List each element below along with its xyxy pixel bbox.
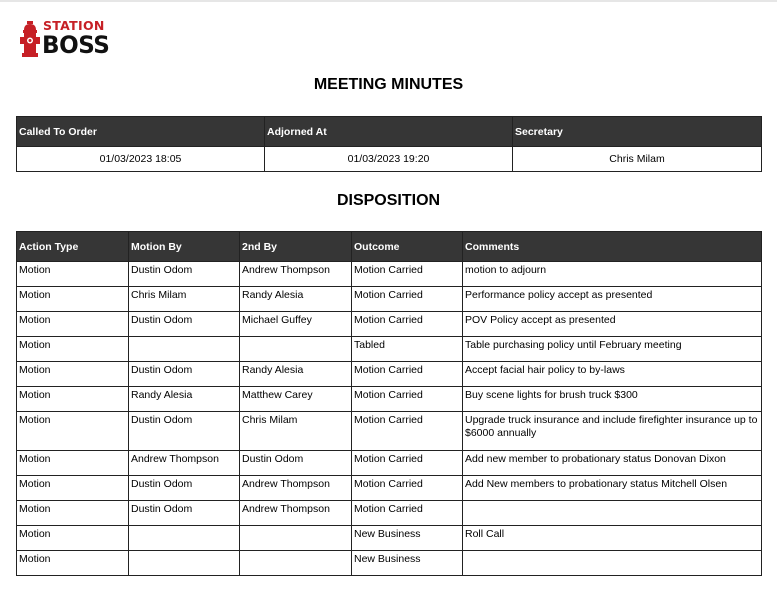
cell-comments [463,551,762,576]
cell-second-by: Matthew Carey [240,387,352,412]
cell-outcome: Motion Carried [352,451,463,476]
cell-second-by: Andrew Thompson [240,501,352,526]
header-adjourned-at: Adjorned At [265,117,513,147]
table-row [17,412,762,451]
logo-line-boss: BOSS [42,31,110,59]
cell-comments: motion to adjourn [463,262,762,287]
cell-motion-by [129,526,240,551]
header-comments: Comments [463,232,762,262]
value-adjourned-at: 01/03/2023 19:20 [265,147,513,172]
header-action-type: Action Type [17,232,129,262]
header-secretary: Secretary [513,117,762,147]
cell-comments: Performance policy accept as presented [463,287,762,312]
cell-outcome: Motion Carried [352,412,463,451]
cell-action-type: Motion [17,337,129,362]
cell-action-type: Motion [17,551,129,576]
summary-value-row [17,147,762,172]
value-secretary: Chris Milam [513,147,762,172]
cell-second-by: Randy Alesia [240,287,352,312]
header-second-by: 2nd By [240,232,352,262]
cell-motion-by: Andrew Thompson [129,451,240,476]
table-row [17,387,762,412]
cell-action-type: Motion [17,412,129,451]
cell-outcome: Motion Carried [352,501,463,526]
table-row [17,501,762,526]
cell-action-type: Motion [17,262,129,287]
cell-comments: Buy scene lights for brush truck $300 [463,387,762,412]
meeting-minutes-title: MEETING MINUTES [313,76,464,93]
value-called-to-order: 01/03/2023 18:05 [17,147,265,172]
cell-action-type: Motion [17,501,129,526]
cell-action-type: Motion [17,312,129,337]
cell-comments: Add new member to probationary status Donovan Dixon [463,451,762,476]
cell-second-by: Michael Guffey [240,312,352,337]
cell-second-by: Randy Alesia [240,362,352,387]
cell-second-by: Chris Milam [240,412,352,451]
cell-motion-by [129,551,240,576]
header-motion-by: Motion By [129,232,240,262]
cell-action-type: Motion [17,451,129,476]
cell-outcome: Motion Carried [352,387,463,412]
cell-outcome: New Business [352,551,463,576]
cell-comments: Upgrade truck insurance and include firefighter insurance up to $6000 annually [463,412,762,451]
cell-outcome: Tabled [352,337,463,362]
cell-motion-by: Dustin Odom [129,262,240,287]
disposition-table [16,231,762,576]
cell-outcome: Motion Carried [352,262,463,287]
cell-motion-by: Randy Alesia [129,387,240,412]
meeting-summary-table [16,116,762,172]
disposition-title: DISPOSITION [336,192,441,209]
cell-motion-by: Dustin Odom [129,476,240,501]
cell-second-by [240,337,352,362]
cell-motion-by [129,337,240,362]
cell-action-type: Motion [17,287,129,312]
cell-motion-by: Dustin Odom [129,312,240,337]
header-called-to-order: Called To Order [17,117,265,147]
cell-second-by [240,526,352,551]
table-row [17,476,762,501]
logo-line-station: STATION [43,18,105,33]
cell-second-by: Andrew Thompson [240,262,352,287]
cell-motion-by: Dustin Odom [129,412,240,451]
table-row [17,526,762,551]
cell-comments: Roll Call [463,526,762,551]
cell-action-type: Motion [17,387,129,412]
cell-comments: Add New members to probationary status Mitchell Olsen [463,476,762,501]
cell-outcome: Motion Carried [352,287,463,312]
cell-comments: POV Policy accept as presented [463,312,762,337]
station-boss-logo [20,19,120,61]
cell-comments: Table purchasing policy until February meeting [463,337,762,362]
cell-outcome: Motion Carried [352,476,463,501]
table-row [17,287,762,312]
cell-second-by: Dustin Odom [240,451,352,476]
cell-second-by [240,551,352,576]
cell-outcome: Motion Carried [352,362,463,387]
cell-motion-by: Dustin Odom [129,362,240,387]
cell-comments: Accept facial hair policy to by-laws [463,362,762,387]
fire-hydrant-icon [20,21,40,59]
cell-action-type: Motion [17,476,129,501]
header-outcome: Outcome [352,232,463,262]
table-row [17,337,762,362]
cell-motion-by: Chris Milam [129,287,240,312]
disposition-header-row [17,232,762,262]
table-row [17,262,762,287]
table-row [17,551,762,576]
top-border [0,0,777,2]
cell-comments [463,501,762,526]
cell-outcome: New Business [352,526,463,551]
cell-second-by: Andrew Thompson [240,476,352,501]
table-row [17,362,762,387]
table-row [17,312,762,337]
table-row [17,451,762,476]
cell-motion-by: Dustin Odom [129,501,240,526]
cell-outcome: Motion Carried [352,312,463,337]
summary-header-row [17,117,762,147]
cell-action-type: Motion [17,526,129,551]
cell-action-type: Motion [17,362,129,387]
